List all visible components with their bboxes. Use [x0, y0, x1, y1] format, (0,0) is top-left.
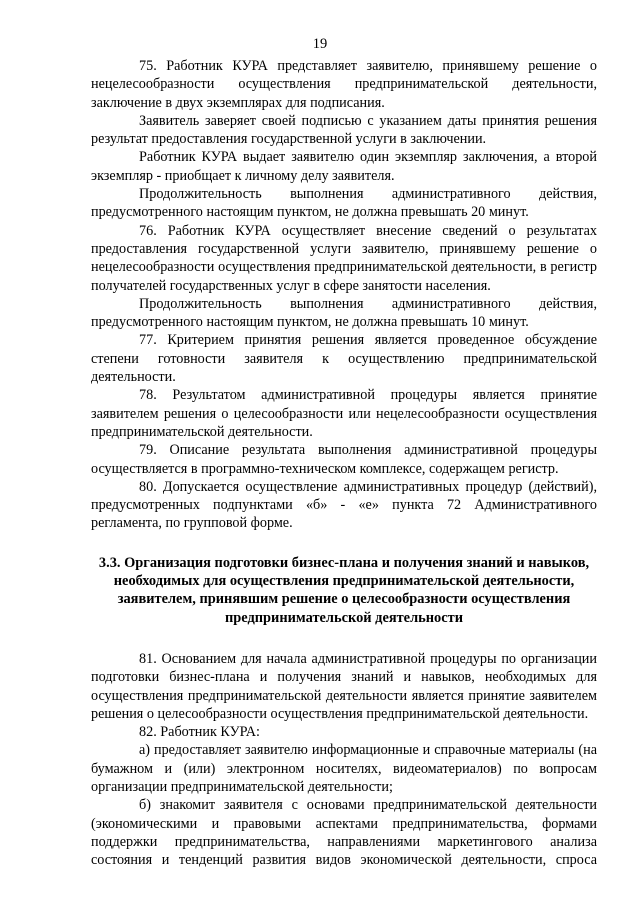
paragraph-78: 78. Результатом административной процедуры является принятие заявителем решения о целесообразности или нецелесообразности осуществления предпринимательской деятельности.	[91, 387, 597, 440]
paragraph-75: 75. Работник КУРА представляет заявителю, принявшему решение о нецелесообразности осуществления предпринимательской деятельности, заключение в двух экземплярах для подписания.	[91, 58, 597, 111]
paragraph-duration-10: Продолжительность выполнения административного действия, предусмотренного настоящим пунктом, не должна превышать 10 минут.	[91, 295, 597, 331]
paragraph-80: 80. Допускается осуществление административных процедур (действий), предусмотренных подпунктами «б» - «е» пункта 72 Административного регламента, по групповой форме.	[91, 478, 597, 532]
page-number: 19	[312, 36, 328, 52]
paragraph-82-a: а) предоставляет заявителю информационные и справочные материалы (на бумажном и (или) электронном носителях, видеоматериалов) по вопросам организации предпринимательской деятельности;	[91, 742, 597, 795]
paragraph-77: 77. Критерием принятия решения является проведенное обсуждение степени готовности заявителя к осуществлению предпринимательской деятельности.	[91, 332, 597, 386]
paragraph-applicant-signature: Заявитель заверяет своей подписью с указанием даты принятия решения результат предоставления государственной услуги в заключении.	[91, 112, 597, 148]
paragraph-82: 82. Работник КУРА:	[139, 724, 260, 741]
paragraph-82-b: б) знакомит заявителя с основами предпринимательской деятельности (экономическими и правовыми аспектами предпринимательства, формами поддержки предпринимательства, направлениями маркетингового анализа состояния и тенденций развития видов экономической деятельности, спроса	[91, 797, 597, 869]
paragraph-76: 76. Работник КУРА осуществляет внесение сведений о результатах предоставления государственной услуги заявителю, принявшему решение о нецелесообразности осуществления предпринимательской деятельности, в регистр получателей государственных услуг в сфере занятости населения.	[91, 222, 597, 294]
section-heading: 3.3. Организация подготовки бизнес-плана и получения знаний и навыков, необходимых для осуществления предпринимательской деятельности, заявителем, принявшим решение о целесообразности осуществления предпринимательской деятельности	[98, 554, 590, 626]
paragraph-duration-20: Продолжительность выполнения административного действия, предусмотренного настоящим пунктом, не должна превышать 20 минут.	[91, 186, 597, 221]
paragraph-81: 81. Основанием для начала административной процедуры по организации подготовки бизнес-плана и получения знаний и навыков, необходимых для осуществления предпринимательской деятельности является принятие заявителем решения о целесообразности осуществления предпринимательской деятельности.	[91, 650, 597, 722]
paragraph-79: 79. Описание результата выполнения административной процедуры осуществляется в программно-техническом комплексе, содержащем регистр.	[91, 442, 597, 477]
document-body	[91, 57, 597, 869]
paragraph-copy-issue: Работник КУРА выдает заявителю один экземпляр заключения, а второй экземпляр - приобщает к личному делу заявителя.	[91, 149, 597, 184]
